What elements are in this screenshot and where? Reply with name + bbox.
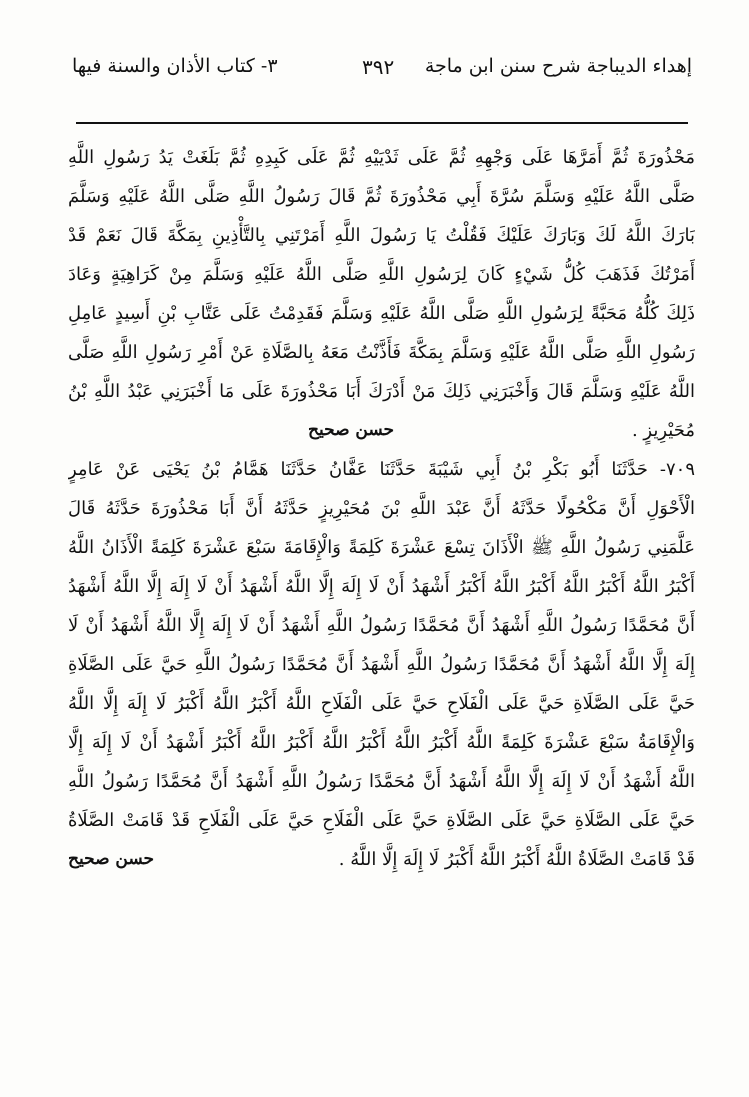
text-line: الْأَحْوَلِ أَنَّ مَكْحُولًا حَدَّثَهُ أَنَّ عَبْدَ اللَّهِ بْنَ مُحَيْرِيزٍ حَدَّثَهُ أَنَّ أَبَا مَحْذُورَةَ حَدَّثَهُ قَالَ	[68, 498, 695, 519]
text-line: اللَّهُ عَلَيْهِ وَسَلَّمَ قَالَ وَأَخْبَرَنِي ذَلِكَ مَنْ أَدْرَكَ أَبَا مَحْذُورَةَ عَلَى مَا أَخْبَرَنِي عَبْدُ اللَّهِ بْنُ	[68, 381, 695, 402]
text-line: قَدْ قَامَتْ الصَّلَاةُ اللَّهُ أَكْبَرُ اللَّهُ أَكْبَرُ لَا إِلَهَ إِلَّا اللَّهُ .	[338, 849, 695, 870]
text-line: حَيَّ عَلَى الصَّلَاةِ حَيَّ عَلَى الْفَلَاحِ حَيَّ عَلَى الْفَلَاحِ اللَّهُ أَكْبَرُ اللَّهُ أَكْبَرُ لَا إِلَهَ إِلَّا اللَّهُ	[68, 693, 695, 714]
hadith-708-end-line	[68, 411, 695, 450]
text-line: مَحْذُورَةَ ثُمَّ أَمَرَّهَا عَلَى وَجْهِهِ ثُمَّ عَلَى ثَدْيَيْهِ ثُمَّ عَلَى كَبِدِهِ ثُمَّ بَلَغَتْ يَدُ رَسُولِ اللَّهِ	[68, 147, 695, 168]
book-title: إهداء الديباجة شرح سنن ابن ماجة	[424, 55, 692, 77]
text-line: مُحَيْرِيزٍ .	[631, 420, 695, 441]
text-line: اللَّهُ أَشْهَدُ أَنْ لَا إِلَهَ إِلَّا اللَّهُ أَشْهَدُ أَنَّ مُحَمَّدًا رَسُولُ اللَّهِ أَشْهَدُ أَنَّ مُحَمَّدًا رَسُولُ اللَّهِ	[68, 771, 695, 792]
hadith-709-grade: حسن صحيح	[68, 849, 155, 869]
chapter-title: ٣- كتاب الأذان والسنة فيها	[72, 55, 278, 77]
text-line: بَارَكَ اللَّهُ لَكَ وَبَارَكَ عَلَيْكَ فَقُلْتُ يَا رَسُولَ اللَّهِ أَمَرْتَنِي بِالتَّأْذِينِ بِمَكَّةَ قَالَ نَعَمْ قَدْ	[68, 225, 695, 246]
text-line: رَسُولِ اللَّهِ صَلَّى اللَّهُ عَلَيْهِ وَسَلَّمَ بِمَكَّةَ فَأَذَّنْتُ مَعَهُ بِالصَّلَاةِ عَنْ أَمْرِ رَسُولِ اللَّهِ صَلَّى	[68, 342, 695, 363]
text-line: عَلَّمَنِي رَسُولُ اللَّهِ ﷺ الْأَذَانَ تِسْعَ عَشْرَةَ كَلِمَةً وَالْإِقَامَةَ سَبْعَ عَشْرَةَ كَلِمَةً الْأَذَانُ اللَّهُ	[68, 537, 695, 558]
text-line: أَمَرْتُكَ فَذَهَبَ كُلُّ شَيْءٍ كَانَ لِرَسُولِ اللَّهِ صَلَّى اللَّهُ عَلَيْهِ وَسَلَّمَ مِنْ كَرَاهِيَةٍ وَعَادَ	[68, 264, 695, 285]
text-line: ذَلِكَ كُلُّهُ مَحَبَّةً لِرَسُولِ اللَّهِ صَلَّى اللَّهُ عَلَيْهِ وَسَلَّمَ فَقَدِمْتُ عَلَى عَتَّابِ بْنِ أَسِيدٍ عَامِلِ	[68, 303, 695, 324]
page-number: ٣٩٢	[362, 55, 395, 79]
text-line: صَلَّى اللَّهُ عَلَيْهِ وَسَلَّمَ سُرَّةَ أَبِي مَحْذُورَةَ ثُمَّ قَالَ رَسُولُ اللَّهِ صَلَّى اللَّهُ عَلَيْهِ وَسَلَّمَ	[68, 186, 695, 207]
text-line: أَنَّ مُحَمَّدًا رَسُولُ اللَّهِ أَشْهَدُ أَنَّ مُحَمَّدًا رَسُولُ اللَّهِ أَشْهَدُ أَنْ لَا إِلَهَ إِلَّا اللَّهُ أَشْهَدُ أَنْ لَا	[68, 615, 695, 636]
text-line: إِلَهَ إِلَّا اللَّهُ أَشْهَدُ أَنَّ مُحَمَّدًا رَسُولُ اللَّهِ أَشْهَدُ أَنَّ مُحَمَّدًا رَسُولُ اللَّهِ حَيَّ عَلَى الصَّلَاةِ	[68, 654, 695, 675]
hadith-709-end-line	[68, 840, 695, 879]
text-line: أَكْبَرُ اللَّهُ أَكْبَرُ اللَّهُ أَكْبَرُ اللَّهُ أَكْبَرُ أَشْهَدُ أَنْ لَا إِلَهَ إِلَّا اللَّهُ أَشْهَدُ أَنْ لَا إِلَهَ إِلَّا اللَّهُ أَشْهَدُ	[68, 576, 695, 597]
page-header	[72, 55, 692, 95]
text-line: ٧٠٩- حَدَّثَنَا أَبُو بَكْرِ بْنُ أَبِي شَيْبَةَ حَدَّثَنَا عَفَّانُ حَدَّثَنَا هَمَّامُ بْنُ يَحْيَى عَنْ عَامِرٍ	[68, 459, 695, 480]
text-line: حَيَّ عَلَى الصَّلَاةِ حَيَّ عَلَى الصَّلَاةِ حَيَّ عَلَى الْفَلَاحِ حَيَّ عَلَى الْفَلَاحِ قَدْ قَامَتْ الصَّلَاةُ	[68, 810, 695, 831]
hadith-708-grade: حسن صحيح	[308, 420, 395, 440]
header-divider	[76, 122, 688, 124]
hadith-text-body	[68, 138, 695, 879]
text-line: وَالْإِقَامَةُ سَبْعَ عَشْرَةَ كَلِمَةً اللَّهُ أَكْبَرُ اللَّهُ أَكْبَرُ اللَّهُ أَكْبَرُ اللَّهُ أَكْبَرُ أَشْهَدُ أَنْ لَا إِلَهَ إِلَّا	[68, 732, 695, 753]
